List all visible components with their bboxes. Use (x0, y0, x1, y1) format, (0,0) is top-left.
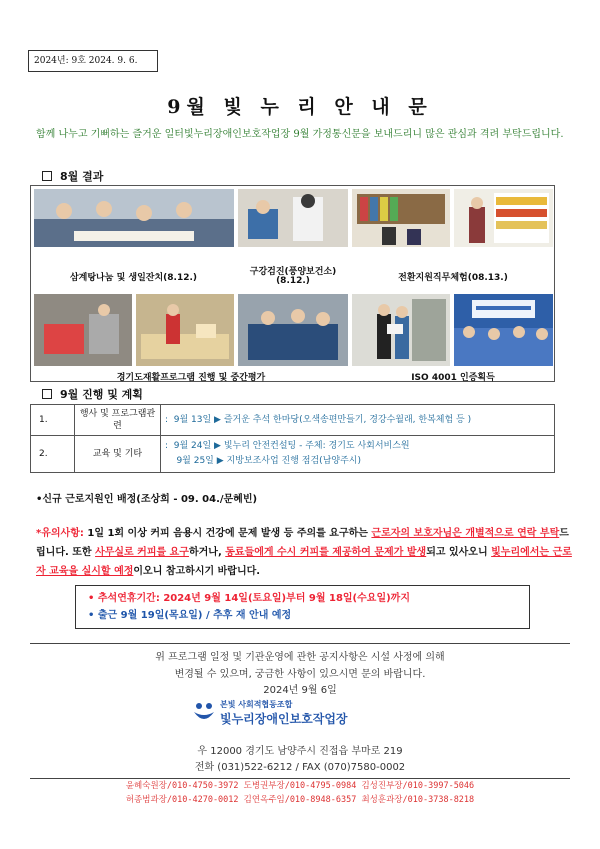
footer-address: 우 12000 경기도 남양주시 진접읍 부마로 219 (197, 746, 403, 757)
caption-rehab-program: 경기도재활프로그램 진행 및 중간평가 (116, 373, 266, 383)
photo-grid (30, 185, 555, 382)
photo-dental (238, 189, 348, 247)
photo-workshop-1 (34, 294, 132, 366)
contacts-row-2: 허종범과장/010-4270-0012 김연옥주임/010-8948-6357 최성훈과장/010-3738-8218 (125, 795, 475, 805)
photo-iso-ceremony (352, 294, 450, 366)
caption-job-experience: 전환지원직무체험(08.13.) (398, 273, 508, 283)
contacts-row-1: 윤혜숙원장/010-4750-3972 도병권부장/010-4795-0984 김성진부장/010-3997-5046 (125, 781, 475, 791)
photo-store (454, 189, 553, 247)
photo-workshop-2 (136, 294, 234, 366)
checkbox-icon (42, 171, 52, 181)
caption-dental: 구강검진(풍양보건소) (249, 267, 337, 277)
row-number: 2. (31, 436, 75, 473)
table-row (31, 405, 555, 436)
row-number: 1. (31, 405, 75, 436)
page-title: 9월 빛 누 리 안 내 문 (167, 96, 433, 118)
holiday-period: • 추석연휴기간: 2024년 9월 14일(토요일)부터 9월 18일(수요일)까지 (88, 593, 411, 604)
org-name: 빛누리장애인보호작업장 (220, 712, 348, 726)
intro-text: 함께 나누고 기뻐하는 즐거운 일터빛누리장애인보호작업장 9월 가정통신문을 보내드리니 많은 관심과 격려 부탁드립니다. (36, 129, 564, 140)
table-row (31, 436, 555, 473)
results-heading: 8월 결과 (42, 168, 103, 184)
footer-note-2: 변경될 수 있으며, 궁금한 사항이 있으시면 문의 바랍니다. (174, 669, 426, 680)
photo-bookshelf (352, 189, 450, 247)
row-category: 행사 및 프로그램관련 (75, 405, 161, 436)
plan-heading: 9월 진행 및 계획 (42, 386, 143, 402)
photo-samgyetang (34, 189, 234, 247)
caution-notice: *유의사항: 1일 1회 이상 커피 음용시 건강에 문제 발생 등 주의를 요구하는 근로자의 보호자님은 개별적으로 연락 부탁드립니다. 또한 사무실로 커피를 요구하거나, 동료들에게 수시 커피를 제공하여 문제가 발생되고 있사오니 빛누리에서는 근로자 교육을 실시할 예정이오니 참고하시기 바랍니다. (36, 528, 572, 577)
plan-table (30, 404, 555, 473)
footer-note-1: 위 프로그램 일정 및 기관운영에 관한 공지사항은 시설 사정에 의해 (155, 652, 445, 663)
org-subtitle: 본빛 사회적협동조합 (220, 700, 293, 709)
caption-samgyetang: 삼계탕나눔 및 생일잔치(8.12.) (69, 273, 198, 283)
divider (30, 643, 570, 644)
row-category: 교육 및 기타 (75, 436, 161, 473)
photo-iso-banner (454, 294, 553, 366)
photo-workshop-3 (238, 294, 348, 366)
row-details: : 9월 24일 ▶ 빛누리 안전컨설팅 - 주체: 경기도 사회서비스원 9월 25일 ▶ 지방보조사업 진행 점검(남양주시) (161, 436, 555, 473)
row-details: : 9월 13일 ▶ 즐거운 추석 한마당(오색송편만들기, 경강수월래, 한복체험 등 ) (161, 405, 555, 436)
caption-iso: ISO 4001 인증획득 (411, 373, 495, 383)
return-date: • 출근 9월 19일(목요일) / 추후 재 안내 예정 (88, 610, 292, 621)
checkbox-icon (42, 389, 52, 399)
caption-dental-date: (8.12.) (276, 276, 310, 286)
org-logo-icon (192, 700, 216, 724)
holiday-box (75, 585, 530, 629)
issue-number: 2024년: 9호 2024. 9. 6. (28, 50, 158, 72)
footer-phone: 전화 (031)522-6212 / FAX (070)7580-0002 (194, 762, 406, 773)
footer-date: 2024년 9월 6일 (263, 685, 337, 696)
recruit-note: •신규 근로지원인 배정(조상희 - 09. 04./문혜빈) (36, 494, 258, 505)
